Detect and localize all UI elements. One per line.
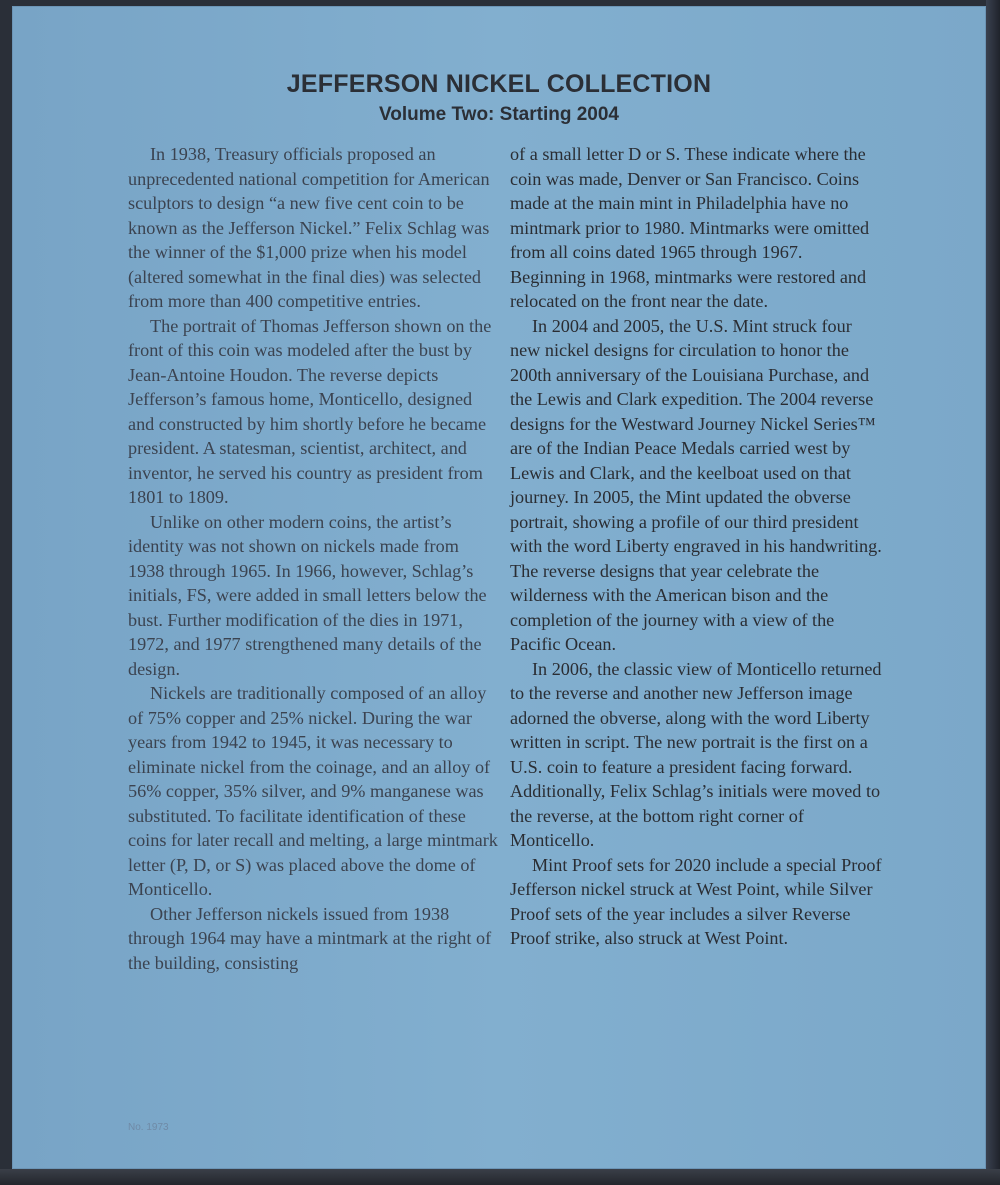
album-bottom-edge: [0, 1169, 1000, 1185]
paragraph-competition: In 1938, Treasury officials proposed an unprecedented national competition for American sculptors to design “a new five cent coin to be known as the Jefferson Nickel.” Felix Schlag was the winner of the $1,000 prize when his model (altered somewhat in the final dies) was selected from more than 400 competitive entries.: [128, 144, 490, 311]
paragraph-mintmark-continued: of a small letter D or S. These indicate where the coin was made, Denver or San Francisco. Coins made at the main mint in Philadelphia have no mintmark prior to 1980. Mintmarks were omitted from all coins dated 1965 through 1967. Beginning in 1968, mintmarks were restored and relocated on the front near the date.: [510, 144, 870, 311]
paragraph-artist-identity: Unlike on other modern coins, the artist’s identity was not shown on nickels made from 1938 through 1965. In 1966, however, Schlag’s initials, FS, were added in small letters below the bust. Further modification of the dies in 1971, 1972, and 1977 strengthened many details of the design.: [128, 511, 487, 679]
paragraph-composition: Nickels are traditionally composed of an alloy of 75% copper and 25% nickel. During the war years from 1942 to 1945, it was necessary to eliminate nickel from the coinage, and an alloy of 56% copper, 35% silver, and 9% manganese was substituted. To facilitate identification of these coins for later recall and melting, a large mintmark letter (P, D, or S) was placed above the dome of Monticello.: [128, 683, 498, 899]
paragraph-westward-journey: In 2004 and 2005, the U.S. Mint struck four new nickel designs for circulation to honor the 200th anniversary of the Louisiana Purchase, and the Lewis and Clark expedition. The 2004 reverse designs for the Westward Journey Nickel Series™ are of the Indian Peace Medals carried west by Lewis and Clark, and the keelboat used on that journey. In 2005, the Mint updated the obverse portrait, showing a profile of our third president with the word Liberty engraved in his handwriting. The reverse designs that year celebrate the wilderness with the American bison and the completion of the journey with a view of the Pacific Ocean.: [510, 315, 882, 654]
paragraph-portrait: The portrait of Thomas Jefferson shown on the front of this coin was modeled after the bust by Jean-Antoine Houdon. The reverse depicts Jefferson’s famous home, Monticello, designed and constructed by him shortly before he became president. A statesman, scientist, architect, and inventor, he served his country as president from 1801 to 1809.: [128, 315, 492, 507]
left-text-column: [128, 142, 498, 975]
catalog-number: No. 1973: [128, 1122, 169, 1133]
paragraph-mintmark-intro: Other Jefferson nickels issued from 1938 through 1964 may have a mintmark at the right of the building, consisting: [128, 903, 492, 973]
album-page: [12, 6, 986, 1169]
right-text-column: [510, 142, 882, 951]
page-title: JEFFERSON NICKEL COLLECTION: [286, 70, 712, 98]
paragraph-2006-redesign: In 2006, the classic view of Monticello returned to the reverse and another new Jefferson image adorned the obverse, along with the word Liberty written in script. The new portrait is the first on a U.S. coin to feature a president facing forward. Additionally, Felix Schlag’s initials were moved to the reverse, at the bottom right corner of Monticello.: [510, 658, 882, 850]
paragraph-proof-sets: Mint Proof sets for 2020 include a special Proof Jefferson nickel struck at West Point, while Silver Proof sets of the year includes a silver Reverse Proof strike, also struck at West Point.: [510, 854, 882, 948]
page-subtitle: Volume Two: Starting 2004: [378, 104, 619, 125]
album-right-edge: [986, 0, 1000, 1185]
